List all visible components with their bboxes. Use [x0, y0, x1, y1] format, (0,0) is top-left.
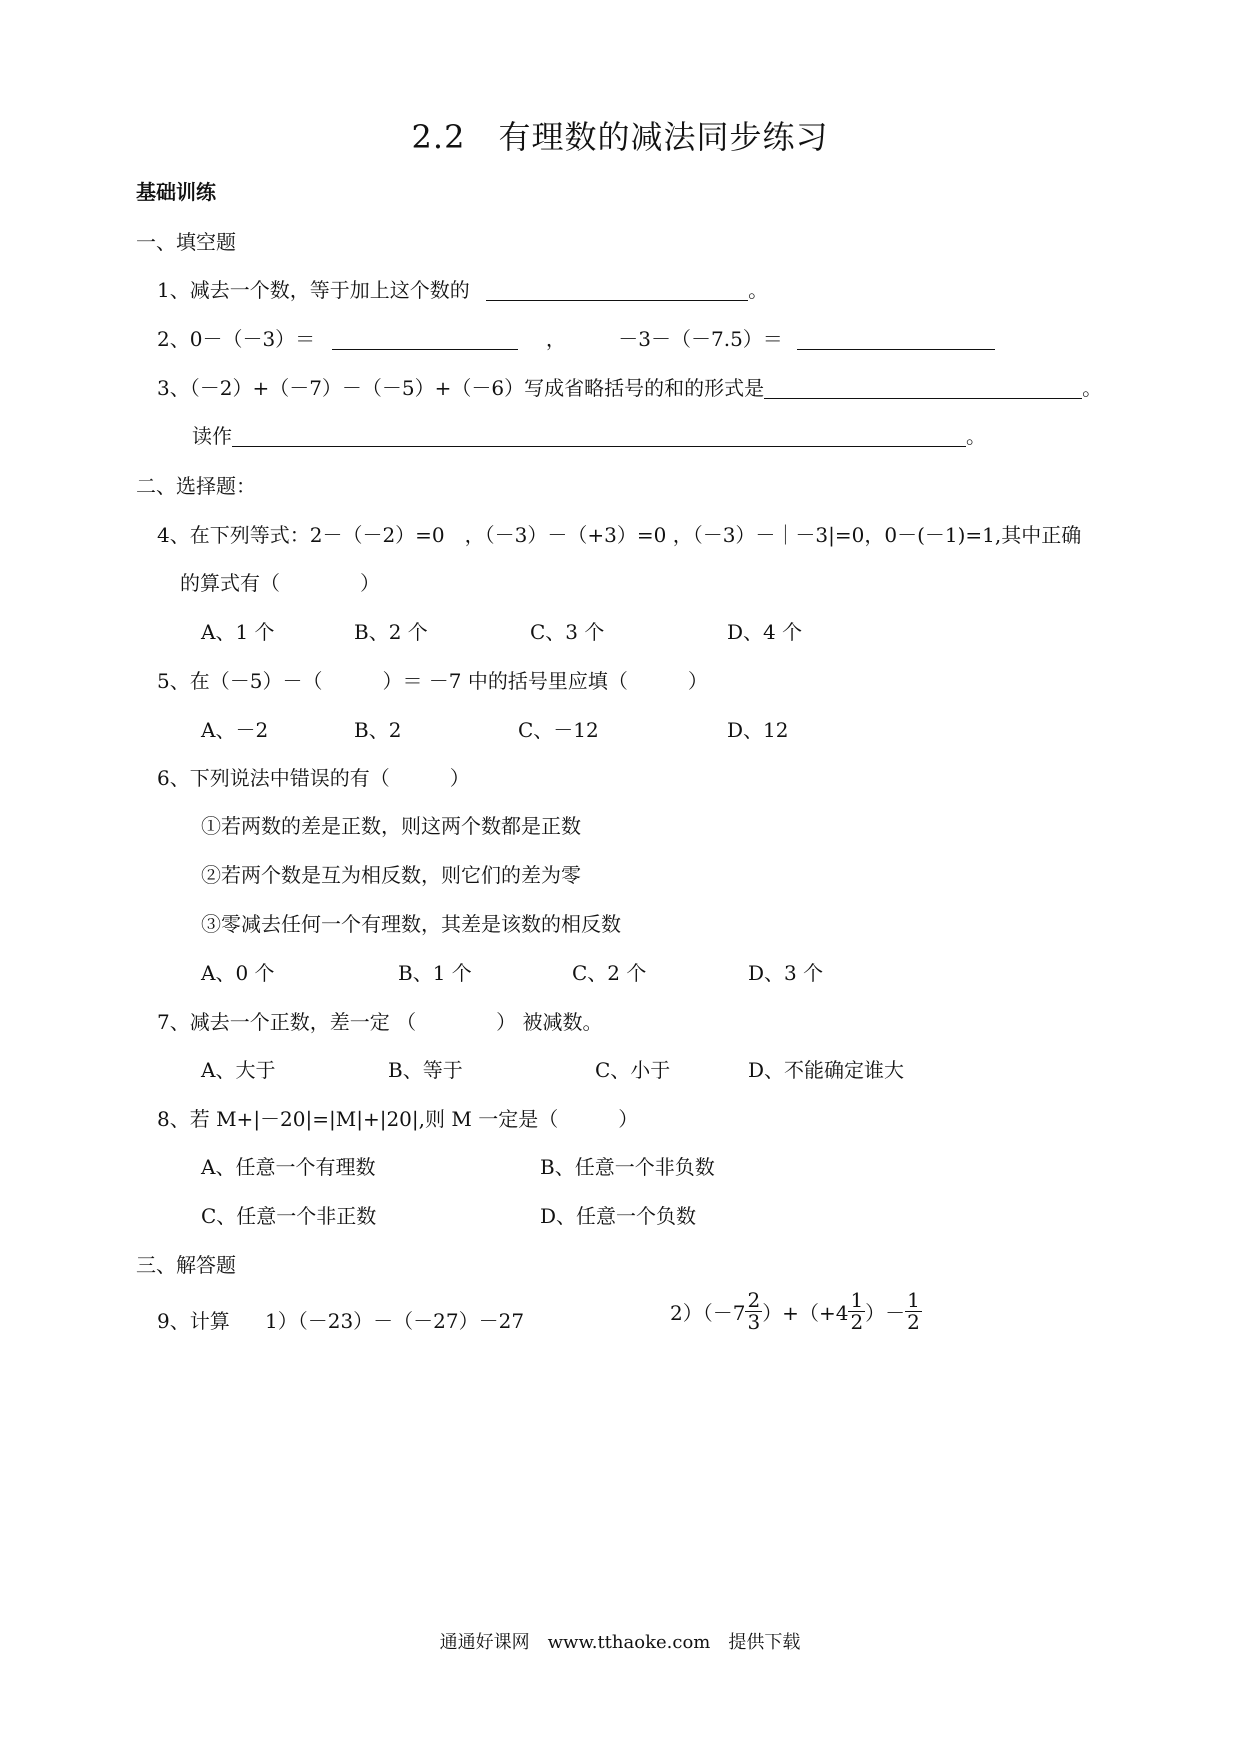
question-3-text: 3、（－2）+（－7）－（－5）+（－6）写成省略括号的和的形式是 [157, 376, 765, 400]
question-3-read-line [192, 420, 986, 449]
question-4-line2: 的算式有（ ） [180, 571, 380, 595]
question-1-text: 1、减去一个数，等于加上这个数的 [157, 278, 470, 302]
part2-heading: 二、选择题： [136, 474, 256, 498]
fraction-numerator: 2 [747, 1288, 761, 1312]
part3-heading: 三、解答题 [136, 1253, 236, 1277]
question-2 [157, 323, 995, 352]
q6-statement-1: ①若两数的差是正数，则这两个数都是正数 [201, 814, 581, 838]
q4-option-d[interactable]: D、4 个 [727, 620, 803, 644]
page-title: 2.2 有理数的减法同步练习 [411, 118, 829, 156]
q6-option-c[interactable]: C、2 个 [572, 961, 647, 985]
q8-option-c[interactable]: C、任意一个非正数 [201, 1204, 377, 1228]
q7-option-b[interactable]: B、等于 [388, 1058, 463, 1082]
answer-blank-2b[interactable] [797, 327, 995, 350]
q6-statement-3: ③零减去任何一个有理数，其差是该数的相反数 [201, 912, 621, 936]
question-9-sub1: 1）（－23）－（－27）－27 [265, 1309, 525, 1333]
q8-option-d[interactable]: D、任意一个负数 [540, 1204, 697, 1228]
q8-option-a[interactable]: A、任意一个有理数 [201, 1155, 376, 1179]
part1-heading: 一、填空题 [136, 230, 236, 254]
question-3 [157, 372, 1102, 401]
q5-option-c[interactable]: C、－12 [518, 718, 599, 742]
fraction-denominator: 3 [747, 1310, 761, 1334]
q7-option-c[interactable]: C、小于 [595, 1058, 671, 1082]
q4-option-a[interactable]: A、1 个 [201, 620, 275, 644]
answer-blank-1[interactable] [486, 278, 748, 301]
fraction-denominator: 2 [850, 1310, 864, 1334]
q8-option-b[interactable]: B、任意一个非负数 [540, 1155, 715, 1179]
question-4-line1: 4、在下列等式：2－（－2）=0 ，（－3）－（+3）=0 ，（－3）－｜－3|=0，0－(－1)=1,其中正确 [157, 523, 1082, 547]
q5-option-d[interactable]: D、12 [727, 718, 789, 742]
q7-option-d[interactable]: D、不能确定谁大 [748, 1058, 905, 1082]
fraction-numerator: 1 [850, 1288, 864, 1312]
q9-sub2-part-b: ）+（+4 [762, 1301, 849, 1325]
question-3-read-label: 读作 [192, 424, 232, 448]
question-1-end: 。 [748, 278, 769, 302]
q6-option-d[interactable]: D、3 个 [748, 961, 824, 985]
section-basic-heading: 基础训练 [136, 180, 216, 204]
fraction-numerator: 1 [907, 1288, 920, 1312]
question-3-end: 。 [1082, 376, 1103, 400]
q4-option-b[interactable]: B、2 个 [354, 620, 428, 644]
fraction-denominator: 2 [907, 1310, 920, 1334]
fraction-one-half-a [848, 1290, 865, 1333]
question-2-separator: ， [545, 327, 566, 351]
question-3-read-end: 。 [966, 424, 986, 448]
q6-option-a[interactable]: A、0 个 [201, 961, 275, 985]
fraction-one-half-b [905, 1290, 922, 1333]
answer-blank-3b[interactable] [232, 424, 966, 447]
q6-option-b[interactable]: B、1 个 [398, 961, 472, 985]
answer-blank-3a[interactable] [764, 376, 1082, 399]
q5-option-a[interactable]: A、－2 [201, 718, 269, 742]
q5-option-b[interactable]: B、2 [354, 718, 402, 742]
q6-statement-2: ②若两个数是互为相反数，则它们的差为零 [201, 863, 581, 887]
question-5: 5、在（－5）－（ ）＝ －7 中的括号里应填（ ） [157, 669, 708, 693]
q9-sub2-part-a: 2）（－7 [670, 1301, 746, 1325]
footer-source: 通通好课网 www.tthaoke.com 提供下载 [439, 1632, 801, 1653]
q4-option-c[interactable]: C、3 个 [530, 620, 605, 644]
q9-sub2-part-c: ）－ [865, 1301, 906, 1325]
question-2-text-a: 2、0－（－3）＝ [157, 327, 316, 351]
fraction-two-thirds [745, 1290, 762, 1333]
question-6: 6、下列说法中错误的有（ ） [157, 766, 470, 790]
question-9-label: 9、计算 [157, 1309, 230, 1333]
question-8: 8、若 M+|－20|=|M|+|20|,则 M 一定是（ ） [157, 1107, 639, 1131]
answer-blank-2a[interactable] [332, 327, 518, 350]
question-7: 7、减去一个正数，差一定 （ ） 被减数。 [157, 1010, 603, 1034]
question-9-sub2 [670, 1290, 922, 1333]
question-1 [157, 274, 768, 303]
question-2-text-b: －3－（－7.5）＝ [618, 327, 783, 351]
q7-option-a[interactable]: A、大于 [201, 1058, 276, 1082]
